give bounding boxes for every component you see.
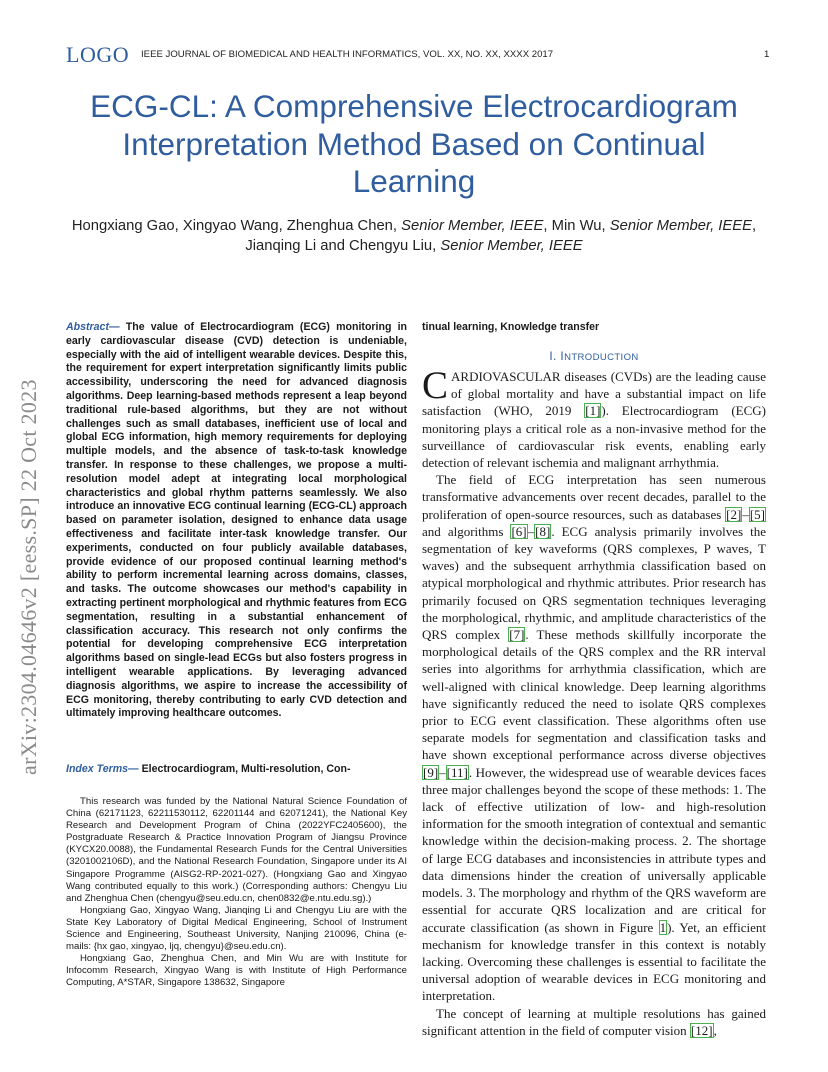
text-run: and algorithms bbox=[422, 523, 511, 539]
author-title: Senior Member, IEEE bbox=[609, 218, 753, 234]
text-run: . However, the widespread use of wearable devices faces three major challenges beyond the scope of these methods: 1. The lack of effective utilization of low- and high-resolution information for the smooth integration of contextual and semantic knowledge within the decision-making process. 2. The shortage of large ECG databases and inconsistencies in attribute types and data dimensions hinder the creation of universally applicable models. 3. The morphology and rhythm of the QRS waveform are essential for accurate QRS localization and are critical for accurate classification (as shown in Figure bbox=[422, 764, 766, 935]
footnote-affiliation-2: Hongxiang Gao, Zhenghua Chen, and Min Wu are with Institute for Infocomm Research, Xingyao Wang is with Institute of High Performance Computing, A*STAR, Singapore 138632, Singapore bbox=[66, 953, 407, 989]
citation-link[interactable]: [7] bbox=[509, 627, 525, 643]
authors-part-4: Jianqing Li and Chengyu Liu, bbox=[245, 238, 441, 254]
index-terms-text: Electrocardiogram, Multi-resolution, Con- bbox=[141, 763, 351, 775]
abstract-text: The value of Electrocardiogram (ECG) monitoring in early cardiovascular disease (CVD) detection is undeniable, especially with the aid of intelligent wearable devices. Despite this, the requirement for expert interpretation significantly limits public accessibility, underscoring the need for advanced diagnosis algorithms. Deep learning-based methods represent a leap beyond traditional rule-based algorithms, but they are not without challenges such as small databases, inefficient use of local and global ECG information, high memory requirements for deploying multiple models, and the absence of task-to-task knowledge transfer. In response to these challenges, we propose a multi-resolution model adept at integrating local morphological characteristics and global rhythm patterns seamlessly. We also introduce an innovative ECG continual learning (ECG-CL) approach based on parameter isolation, designed to enhance data usage effectiveness and facilitate inter-task knowledge transfer. Our experiments, conducted on four publicly available databases, provide evidence of our proposed continual learning method's ability to perform incremental learning across domains, classes, and tasks. The outcome showcases our method's capability in extracting pertinent morphological and rhythmic features from ECG segmentation, resulting in a substantial enhancement of classification accuracy. This research not only confirms the potential for developing comprehensive ECG interpretation algorithms based on single-lead ECGs but also fosters progress in intelligent wearable applications. By leveraging advanced diagnosis algorithms, we aspire to increase the accessibility of ECG monitoring, thereby contributing to early CVD detection and ultimately improving healthcare outcomes. bbox=[66, 321, 407, 720]
text-run: . ECG analysis primarily involves the segmentation of key waveforms (QRS complexes, P waves, T waves) and the subsequent arrhythmia classification based on atypical morphological and rhythmic attributes. Prior research has primarily focused on QRS segmentation techniques leveraging the morphological, rhythmic, and amplitude characteristics of the QRS complex bbox=[422, 523, 766, 643]
intro-paragraph-2 bbox=[422, 471, 766, 1004]
citation-link[interactable]: [11] bbox=[446, 764, 468, 780]
author-title: Senior Member, IEEE bbox=[440, 238, 583, 254]
text-run: – bbox=[527, 523, 535, 539]
author-title: Senior Member, IEEE bbox=[401, 218, 544, 234]
section-title-rest: NTRODUCTION bbox=[564, 352, 639, 363]
citation-link[interactable]: [12] bbox=[690, 1022, 713, 1038]
author-list bbox=[50, 216, 778, 256]
text-run: – bbox=[742, 506, 749, 522]
abstract bbox=[66, 321, 407, 721]
text-run: The field of ECG interpretation has seen numerous transformative advancements over recent decades, parallel to the proliferation of open-source resources, such as databases bbox=[422, 472, 766, 522]
text-run: . These methods skillfully incorporate the morphological details of the QRS complex and the RR interval series into algorithms for arrhythmia classification, which are well-aligned with clinical knowledge. Deep learning algorithms have significantly reduced the need to isolate QRS complexes prior to ECG event classification. These algorithms often use separate models for segmentation and classification tasks and have shown exceptional performance across diverse objectives bbox=[422, 627, 766, 763]
text-run: diseases (CVDs) are the leading cause of global mortality and have a substantial impact on life satisfaction (WHO, 2019 bbox=[422, 369, 766, 419]
index-terms bbox=[66, 763, 407, 777]
citation-link[interactable]: [2] bbox=[726, 506, 742, 522]
lead-caps: ARDIOVASCULAR bbox=[451, 369, 561, 384]
citation-link[interactable]: [6] bbox=[511, 523, 527, 539]
text-run: The concept of learning at multiple resolutions has gained significant attention in the field of computer vision bbox=[422, 1005, 766, 1038]
authors-part-3: , bbox=[752, 218, 757, 234]
arxiv-stamp: arXiv:2304.04646v2 [eess.SP] 22 Oct 2023 bbox=[16, 379, 41, 775]
introduction-body bbox=[422, 364, 766, 1039]
intro-paragraph-1 bbox=[422, 364, 766, 471]
citation-link[interactable]: [5] bbox=[749, 506, 765, 522]
intro-paragraph-3 bbox=[422, 1005, 766, 1039]
index-terms-continued: tinual learning, Knowledge transfer bbox=[422, 321, 600, 333]
section-number: I. bbox=[549, 349, 561, 363]
paper-title: ECG-CL: A Comprehensive Electrocardiogram Interpretation Method Based on Continual Learning bbox=[90, 88, 738, 199]
text-run: – bbox=[439, 764, 446, 780]
journal-logo: LOGO bbox=[66, 42, 130, 67]
text-run: ). Electrocardiogram (ECG) monitoring plays a critical role as a non-invasive method for the surveillance of cardiovascular risk events, enabling early detection of relevant ischemia and malignant arrhythmia. bbox=[422, 403, 766, 471]
text-run: , bbox=[713, 1022, 717, 1038]
text-run: ). Yet, an efficient mechanism for knowledge transfer in this context is notably lacking. Overcoming these challenges is essential to facilitate the universal adoption of wearable devices in ECG monitoring and interpretation. bbox=[422, 919, 766, 1004]
funding-footnote bbox=[66, 796, 407, 990]
figure-link[interactable]: 1 bbox=[659, 919, 667, 935]
section-heading-introduction bbox=[422, 349, 766, 363]
drop-cap: C bbox=[422, 364, 449, 407]
footnote-funding: This research was funded by the National Natural Science Foundation of China (62171123, 62211530112, 62201144 and 62071241), the National Key Research and Development Program of China (2022YFC2405600), the Postgraduate Research & Practice Innovation Program of Jiangsu Province (KYCX20.0088), the Fundamental Research Funds for the Central Universities (3201002106D), and the National Research Foundation, Singapore under its AI Singapore Programme (AISG2-RP-2021-027). (Hongxiang Gao and Xingyao Wang contributed equally to this work.) (Corresponding authors: Chengyu Liu and Zhenghua Chen (chengyu@seu.edu.cn, chen0832@e.ntu.edu.sg).) bbox=[66, 796, 407, 904]
index-terms-label: Index Terms— bbox=[66, 763, 139, 775]
section-title-initial: I bbox=[560, 349, 565, 363]
citation-link[interactable]: [1] bbox=[585, 403, 601, 419]
citation-link[interactable]: [8] bbox=[535, 523, 551, 539]
page-number: 1 bbox=[764, 49, 770, 60]
abstract-label: Abstract— bbox=[66, 321, 120, 333]
citation-link[interactable]: [9] bbox=[423, 764, 439, 780]
authors-part-1: Hongxiang Gao, Xingyao Wang, Zhenghua Chen, bbox=[71, 218, 402, 234]
journal-header: IEEE JOURNAL OF BIOMEDICAL AND HEALTH INFORMATICS, VOL. XX, NO. XX, XXXX 2017 bbox=[141, 49, 554, 60]
authors-part-2: , Min Wu, bbox=[543, 218, 610, 234]
footnote-affiliation-1: Hongxiang Gao, Xingyao Wang, Jianqing Li and Chengyu Liu are with the State Key Laboratory of Digital Medical Engineering, School of Instrument Science and Engineering, Southeast University, Nanjing 210096, China (e-mails: {hx gao, xingyao, ljq, chengyu}@seu.edu.cn). bbox=[66, 904, 407, 953]
